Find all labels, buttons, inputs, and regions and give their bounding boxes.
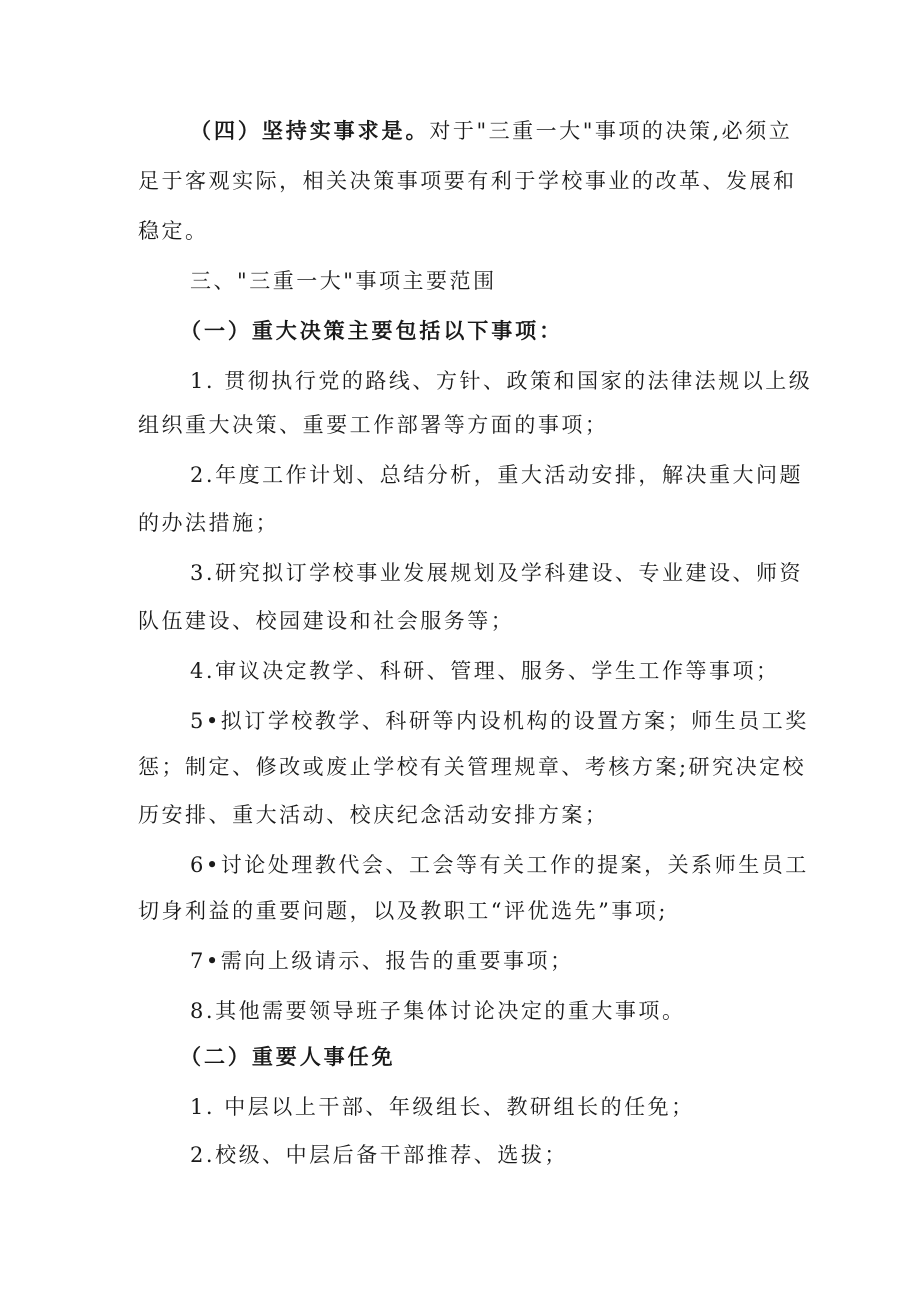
subsection-heading: （二）重要人事任免 (180, 1045, 396, 1069)
list-item: 惩；制定、修改或废止学校有关管理规章、考核方案;研究决定校 (138, 755, 807, 779)
list-item: 5•拟订学校教学、科研等内设机构的设置方案；师生员工奖 (190, 709, 809, 733)
section-heading: 三、"三重一大"事项主要范围 (190, 269, 497, 293)
paragraph-line: 足于客观实际，相关决策事项要有利于学校事业的改革、发展和 (138, 169, 797, 193)
list-item: 队伍建设、校园建设和社会服务等； (138, 609, 515, 633)
list-item: 1. 中层以上干部、年级组长、教研组长的任免； (190, 1095, 695, 1119)
list-item: 6•讨论处理教代会、工会等有关工作的提案，关系师生员工 (190, 853, 809, 877)
list-item: 8.其他需要领导班子集体讨论决定的重大事项。 (190, 999, 686, 1023)
list-item: 3.研究拟订学校事业发展规划及学科建设、专业建设、师资 (190, 561, 804, 585)
list-item: 7•需向上级请示、报告的重要事项； (190, 949, 574, 973)
list-item: 历安排、重大活动、校庆纪念活动安排方案； (138, 803, 609, 827)
list-item: 1. 贯彻执行党的路线、方针、政策和国家的法律法规以上级 (190, 369, 813, 393)
paragraph-text: 对于"三重一大"事项的决策,必须立 (429, 119, 793, 143)
list-item: 2.校级、中层后备干部推荐、选拔； (190, 1143, 568, 1167)
list-item: 的办法措施； (138, 511, 280, 535)
list-item: 组织重大决策、重要工作部署等方面的事项； (138, 413, 609, 437)
list-item: 2.年度工作计划、总结分析，重大活动安排，解决重大问题 (190, 463, 804, 487)
bold-lead: （四）坚持实事求是。 (190, 119, 430, 143)
paragraph-line: 稳定。 (138, 219, 209, 243)
list-item: 4.审议决定教学、科研、管理、服务、学生工作等事项； (190, 659, 780, 683)
list-item: 切身利益的重要问题，以及教职工“评优选先”事项; (138, 899, 669, 923)
subsection-heading: （一）重大决策主要包括以下事项： (180, 319, 564, 343)
paragraph-line (190, 116, 792, 146)
